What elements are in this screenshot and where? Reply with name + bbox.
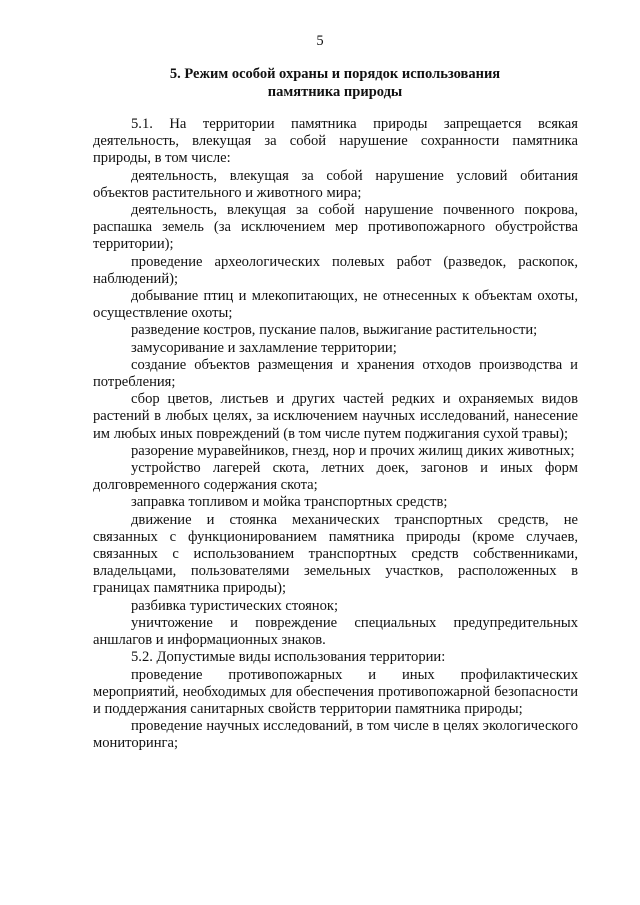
paragraph: 5.1. На территории памятника природы запрещается всякая деятельность, влекущая за собой нарушение сохранности памятника природы, в том числе: bbox=[93, 116, 578, 167]
section-heading-line-1: 5. Режим особой охраны и порядок использования bbox=[169, 66, 501, 82]
paragraph: создание объектов размещения и хранения отходов производства и потребления; bbox=[93, 356, 578, 391]
page-number: 5 bbox=[316, 33, 324, 49]
paragraph: деятельность, влекущая за собой нарушение условий обитания объектов растительного и животного мира; bbox=[93, 167, 578, 201]
paragraph: проведение археологических полевых работ (разведок, раскопок, наблюдений); bbox=[93, 253, 578, 287]
paragraph: разбивка туристических стоянок; bbox=[131, 597, 339, 614]
paragraph: добывание птиц и млекопитающих, не отнесенных к объектам охоты, осуществление охоты; bbox=[93, 288, 578, 322]
paragraph: разорение муравейников, гнезд, нор и прочих жилищ диких животных; bbox=[131, 442, 575, 459]
section-body bbox=[93, 116, 578, 753]
paragraph: разведение костров, пускание палов, выжигание растительности; bbox=[131, 322, 538, 339]
paragraph: сбор цветов, листьев и других частей редких и охраняемых видов растений в любых целях, за исключением научных исследований, нанесение им любых иных повреждений (в том числе путем поджигания сухой травы); bbox=[93, 391, 578, 442]
paragraph: деятельность, влекущая за собой нарушение почвенного покрова, распашка земель (за исключением мер противопожарного обустройства территории); bbox=[93, 202, 578, 253]
section-heading-line-2: памятника природы bbox=[267, 84, 403, 100]
paragraph: замусоривание и захламление территории; bbox=[131, 339, 397, 356]
paragraph: устройство лагерей скота, летних доек, загонов и иных форм долговременного содержания скота; bbox=[93, 460, 578, 494]
section-heading bbox=[90, 65, 580, 101]
paragraph: проведение противопожарных и иных профилактических мероприятий, необходимых для обеспечения противопожарной безопасности и поддержания санитарных свойств территории памятника природы; bbox=[93, 666, 578, 717]
paragraph: движение и стоянка механических транспортных средств, не связанных с функционированием памятника природы (кроме случаев, связанных с использованием транспортных средств собственниками, владельцами, пользователями земельных участков, расположенных в границах памятника природы); bbox=[93, 511, 578, 597]
paragraph: проведение научных исследований, в том числе в целях экологического мониторинга; bbox=[93, 718, 578, 752]
paragraph: уничтожение и повреждение специальных предупредительных аншлагов и информационных знаков. bbox=[93, 614, 578, 649]
paragraph: 5.2. Допустимые виды использования территории: bbox=[131, 649, 446, 666]
paragraph: заправка топливом и мойка транспортных средств; bbox=[131, 494, 448, 511]
